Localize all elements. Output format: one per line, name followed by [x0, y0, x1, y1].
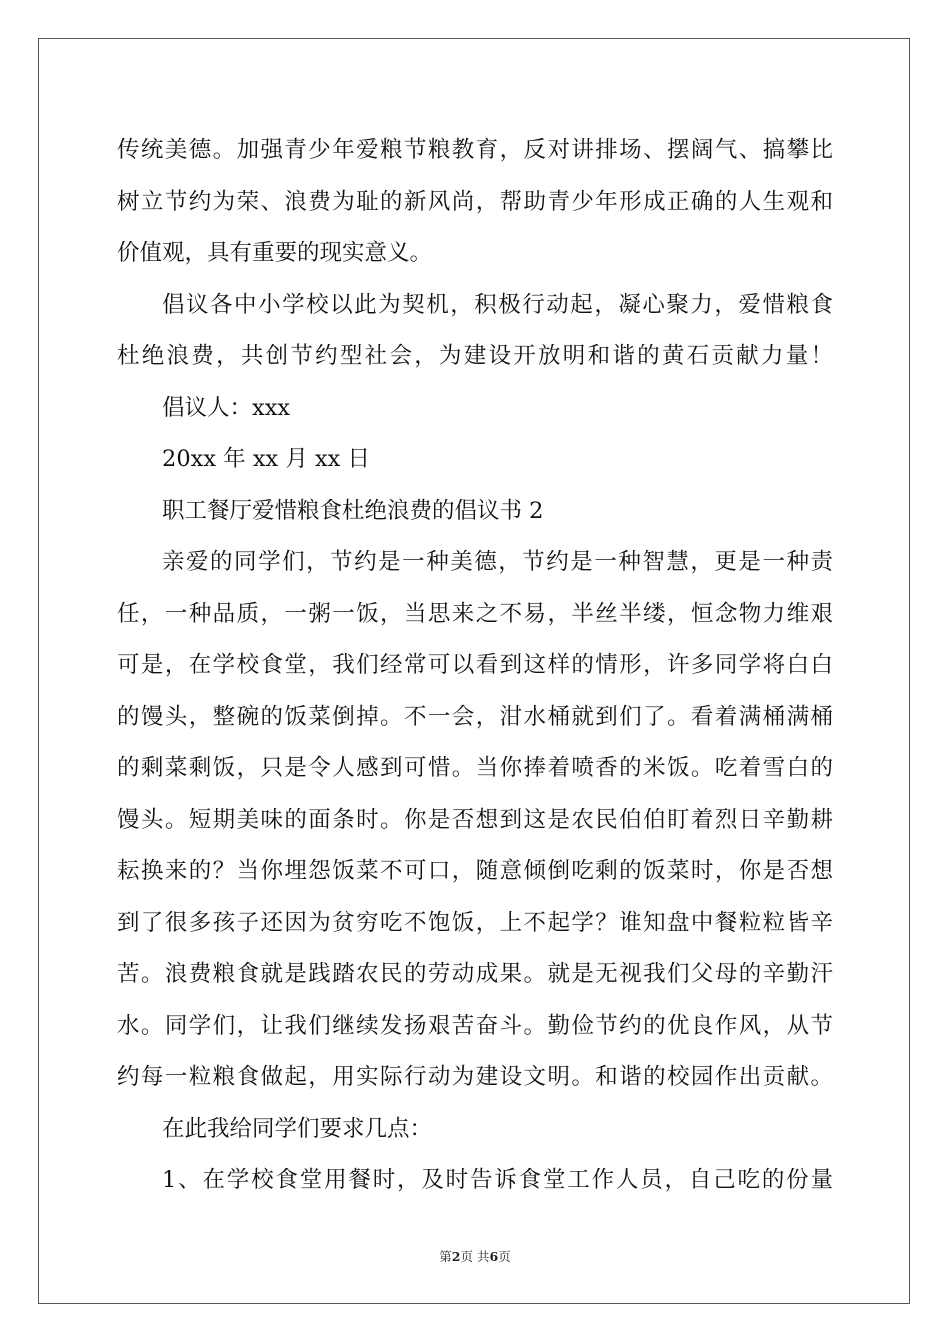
text-line-15: 耘换来的？当你埋怨饭菜不可口，随意倾倒吃剩的饭菜时，你是否想 [117, 858, 833, 884]
text-line-14: 馒头。短期美味的面条时。你是否想到这是农民伯伯盯着烈日辛勤耕 [117, 806, 833, 833]
text-line-1: 传统美德。加强青少年爱粮节粮教育，反对讲排场、摆阔气、搞攀比 [117, 137, 833, 163]
page-number-current: 2 [451, 1249, 461, 1264]
text-line-5: 杜绝浪费，共创节约型社会，为建设开放明和谐的黄石贡献力量！ [117, 343, 833, 369]
text-line-12: 的馒头，整碗的饭菜倒掉。不一会，泔水桶就到们了。看着满桶满桶 [117, 703, 833, 730]
text-line-13: 的剩菜剩饭，只是令人感到可惜。当你捧着喷香的米饭。吃着雪白的 [117, 755, 833, 781]
page-number-prefix: 第 [439, 1249, 452, 1264]
section-title: 职工餐厅爱惜粮食杜绝浪费的倡议书 2 [162, 497, 544, 524]
text-line-2: 树立节约为荣、浪费为耻的新风尚，帮助青少年形成正确的人生观和 [117, 188, 833, 215]
page-footer [0, 1247, 950, 1265]
date-line: 20xx 年 xx 月 xx 日 [162, 446, 371, 472]
page-number-total: 6 [489, 1249, 499, 1264]
text-line-18: 水。同学们，让我们继续发扬艰苦奋斗。勤俭节约的优良作风，从节 [117, 1012, 833, 1039]
text-line-16: 到了很多孩子还因为贫穷吃不饱饭，上不起学？谁知盘中餐粒粒皆辛 [117, 909, 833, 936]
text-line-21: 1、在学校食堂用餐时，及时告诉食堂工作人员，自己吃的份量 [162, 1167, 833, 1193]
page-number-suffix: 页 [498, 1249, 511, 1264]
proposer-line: 倡议人：xxx [162, 394, 291, 421]
text-line-20: 在此我给同学们要求几点： [162, 1115, 433, 1142]
text-line-17: 苦。浪费粮食就是践踏农民的劳动成果。就是无视我们父母的辛勤汗 [117, 961, 833, 987]
page-number-mid: 页 共 [460, 1249, 490, 1264]
document-body [117, 130, 833, 1212]
text-line-3: 价值观，具有重要的现实意义。 [117, 240, 433, 266]
text-line-4: 倡议各中小学校以此为契机，积极行动起，凝心聚力，爱惜粮食 [162, 291, 833, 318]
text-line-11: 可是，在学校食堂，我们经常可以看到这样的情形，许多同学将白白 [117, 652, 833, 678]
text-line-10: 任，一种品质，一粥一饭，当思来之不易，半丝半缕，恒念物力维艰 [117, 600, 833, 627]
text-line-9: 亲爱的同学们，节约是一种美德，节约是一种智慧，更是一种责 [162, 549, 833, 575]
text-line-19: 约每一粒粮食做起，用实际行动为建设文明。和谐的校园作出贡献。 [117, 1064, 833, 1090]
